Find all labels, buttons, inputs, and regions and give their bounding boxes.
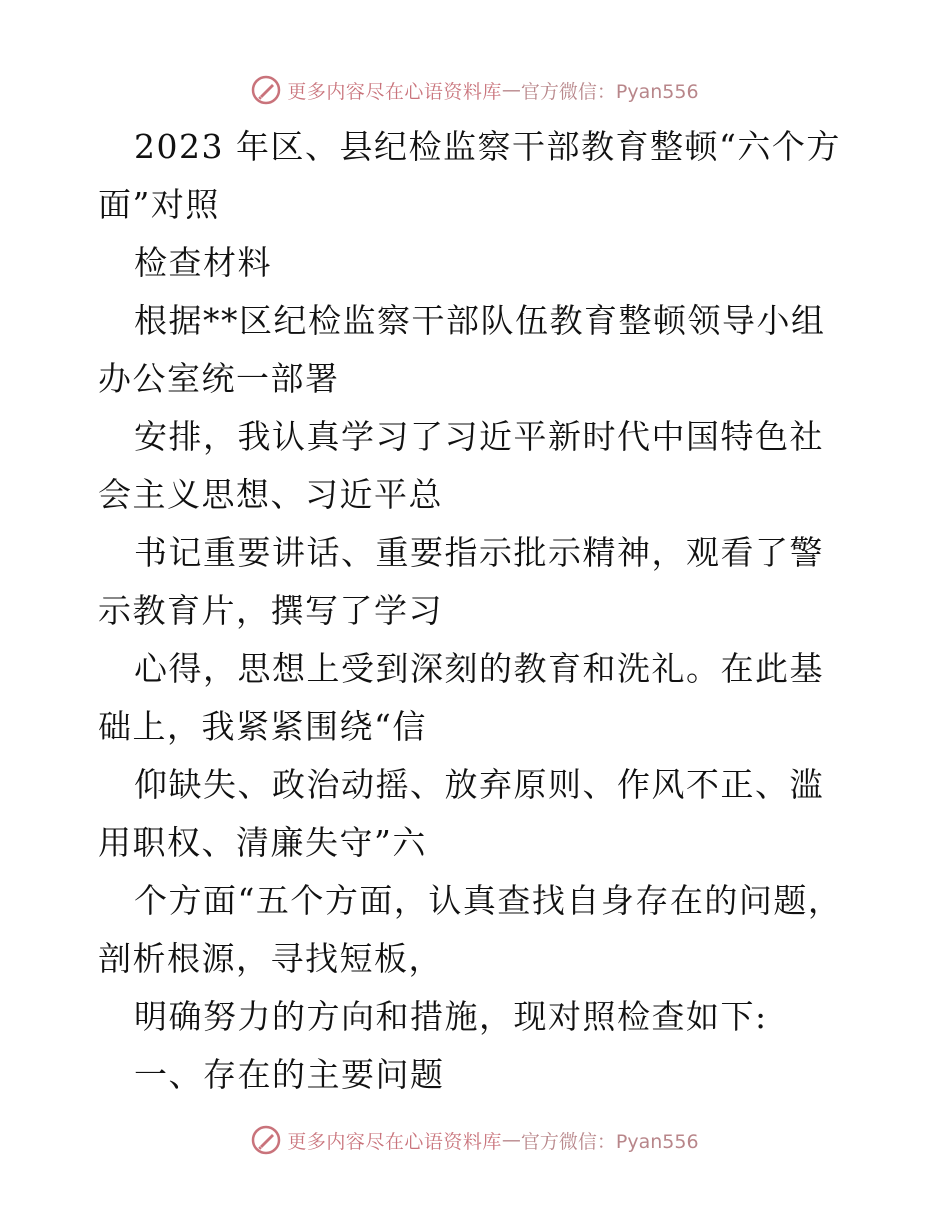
doc-paragraph: 心得，思想上受到深刻的教育和洗礼。在此基础上，我紧紧围绕“信 [98,649,824,746]
doc-paragraph: 个方面“五个方面，认真查找自身存在的问题，剖析根源，寻找短板， [98,881,843,978]
watermark-contact-text: 官方微信：Pyan556 [520,80,699,103]
watermark-site-text: 更多内容尽在心语资料库 [287,80,502,103]
section-heading: 一、存在的主要问题 [134,1055,445,1094]
header-watermark [0,70,950,110]
doc-subtitle-line: 检查材料 [134,243,272,282]
doc-paragraph: 根据**区纪检监察干部队伍教育整顿领导小组办公室统一部署 [98,301,826,398]
doc-paragraph: 仰缺失、政治动摇、放弃原则、作风不正、滥用职权、清廉失守”六 [98,765,824,862]
doc-paragraph: 书记重要讲话、重要指示批示精神，观看了警示教育片，撰写了学习 [98,533,824,630]
footer-watermark [0,1120,950,1160]
watermark-separator: — [501,1129,521,1151]
doc-title-line: 2023 年区、县纪检监察干部教育整顿“六个方面”对照 [98,127,841,224]
document-body [98,118,858,1104]
quill-logo-icon [251,75,281,105]
doc-paragraph: 明确努力的方向和措施，现对照检查如下: [134,997,768,1036]
watermark-site-text: 更多内容尽在心语资料库 [287,1130,502,1153]
doc-paragraph: 安排，我认真学习了习近平新时代中国特色社会主义思想、习近平总 [98,417,824,514]
watermark-contact-text: 官方微信：Pyan556 [520,1130,699,1153]
quill-logo-icon [251,1125,281,1155]
watermark-separator: — [501,79,521,101]
